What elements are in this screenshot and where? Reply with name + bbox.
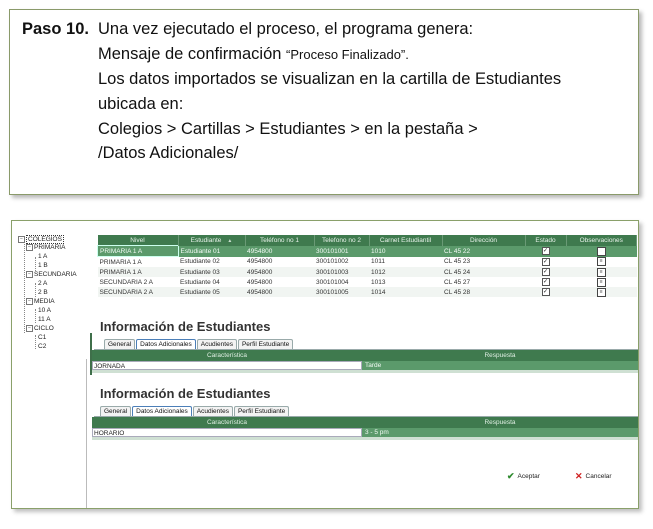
tree-node-11a[interactable]: 11 A: [38, 316, 51, 323]
students-grid-header: [98, 235, 637, 246]
tree-node-10a[interactable]: 10 A: [38, 307, 52, 314]
estado-checkbox[interactable]: ✓: [542, 279, 549, 285]
tree-node-1b[interactable]: 1 B: [38, 262, 48, 269]
tree-node-c1[interactable]: C1: [38, 334, 47, 341]
table-row[interactable]: SECUNDARIA 2 A Estudiante 04 4954800 300101004 1013 CL 45 27 ✓ ≡: [98, 277, 637, 287]
table-row[interactable]: PRIMARIA 1 A Estudiante 01 4954800 300101001 1010 CL 45 22 ✓ ≡: [98, 246, 637, 257]
confirmation-message: “Proceso Finalizado”.: [286, 47, 409, 62]
observaciones-icon[interactable]: ≡: [597, 278, 606, 287]
col-respuesta: Respuesta: [484, 419, 516, 426]
col-respuesta: Respuesta: [484, 352, 516, 359]
tree-node-c2[interactable]: C2: [38, 343, 47, 350]
tab-datos-adicionales[interactable]: Datos Adicionales: [136, 339, 196, 349]
datos-adicionales-grid: [92, 417, 638, 440]
students-grid: [97, 235, 637, 297]
app-screenshot: [11, 220, 639, 509]
step-label: Paso 10.: [22, 20, 89, 38]
collapse-icon[interactable]: −: [18, 236, 25, 243]
tree-node-media[interactable]: − MEDIA: [26, 298, 55, 305]
tab-general[interactable]: General: [104, 339, 135, 349]
col-nivel[interactable]: Nivel: [98, 235, 179, 246]
tree-node-ciclo[interactable]: − CICLO: [26, 325, 54, 332]
table-row[interactable]: PRIMARIA 1 A Estudiante 03 4954800 300101003 1012 CL 45 24 ✓ ≡: [98, 267, 637, 277]
tree-node-2b[interactable]: 2 B: [38, 289, 48, 296]
datos-adicionales-grid: [92, 350, 638, 373]
table-row[interactable]: JORNADA Tarde: [92, 361, 638, 370]
table-row[interactable]: HORARIO 3 - 5 pm: [92, 428, 638, 437]
collapse-icon[interactable]: −: [26, 325, 33, 332]
info-tabs: [104, 339, 294, 349]
collapse-icon[interactable]: −: [26, 244, 33, 251]
instruction-line-2: [98, 45, 409, 64]
close-icon: ✕: [575, 471, 583, 481]
estado-checkbox[interactable]: ✓: [542, 258, 549, 265]
tree-node-primaria[interactable]: − PRIMARIA: [26, 244, 65, 251]
instruction-line-4: ubicada en:: [98, 95, 184, 113]
sort-icon: ▲: [227, 237, 233, 244]
col-estado[interactable]: Estado: [525, 235, 566, 246]
instruction-line-5: Colegios > Cartillas > Estudiantes > en la pestaña >: [98, 120, 478, 138]
col-direccion[interactable]: Dirección: [442, 235, 525, 246]
col-telefono-1[interactable]: Teléfono no 1: [245, 235, 314, 246]
datos-grid-header: [92, 350, 638, 361]
table-row[interactable]: SECUNDARIA 2 A Estudiante 05 4954800 300101005 1014 CL 45 28 ✓ ≡: [98, 287, 637, 297]
tree-node-secundaria[interactable]: − SECUNDARIA: [26, 271, 77, 278]
col-estudiante[interactable]: Estudiante ▲: [178, 235, 245, 246]
observaciones-icon[interactable]: ≡: [597, 247, 606, 256]
instruction-line-3: Los datos importados se visualizan en la cartilla de Estudiantes: [98, 70, 562, 88]
col-telefono-2[interactable]: Telefono no 2: [314, 235, 369, 246]
info-section-title: Información de Estudiantes: [100, 319, 271, 334]
tree-node-1a[interactable]: 1 A: [38, 253, 48, 260]
observaciones-icon[interactable]: ≡: [597, 288, 606, 297]
col-observaciones[interactable]: Observaciones: [566, 235, 637, 246]
estado-checkbox[interactable]: ✓: [542, 248, 549, 254]
tab-acudientes[interactable]: Acudientes: [197, 339, 237, 349]
tree-node-2a[interactable]: 2 A: [38, 280, 48, 287]
instruction-box: [9, 9, 639, 195]
datos-grid-header: [92, 417, 638, 428]
instruction-line-1: Una vez ejecutado el proceso, el programa genera:: [98, 20, 474, 38]
panel-edge: [86, 359, 91, 509]
info-tabs: [100, 406, 290, 416]
tab-perfil-estudiante[interactable]: Perfil Estudiante: [238, 339, 293, 349]
col-caracteristica: Característica: [206, 352, 248, 359]
collapse-icon[interactable]: −: [26, 271, 33, 278]
collapse-icon[interactable]: −: [26, 298, 33, 305]
cancel-button[interactable]: ✕ Cancelar: [575, 471, 612, 481]
tree-node-colegios[interactable]: − COLEGIOS: [18, 235, 64, 244]
accept-button[interactable]: ✔ Aceptar: [507, 471, 540, 481]
estado-checkbox[interactable]: ✓: [542, 289, 549, 295]
observaciones-icon[interactable]: ≡: [597, 268, 606, 277]
table-row[interactable]: PRIMARIA 1 A Estudiante 02 4954800 300101002 1011 CL 45 23 ✓ ≡: [98, 257, 637, 268]
tab-datos-adicionales[interactable]: Datos Adicionales: [132, 406, 192, 416]
col-caracteristica: Característica: [206, 419, 248, 426]
estado-checkbox[interactable]: ✓: [542, 269, 549, 275]
tab-acudientes[interactable]: Acudientes: [193, 406, 233, 416]
instruction-line-6: /Datos Adicionales/: [98, 144, 239, 162]
check-icon: ✔: [507, 471, 515, 481]
tab-general[interactable]: General: [100, 406, 131, 416]
observaciones-icon[interactable]: ≡: [597, 257, 606, 266]
col-carnet[interactable]: Carnet Estudiantil: [369, 235, 442, 246]
info-section-title: Información de Estudiantes: [100, 386, 271, 401]
tab-perfil-estudiante[interactable]: Perfil Estudiante: [234, 406, 289, 416]
confirmation-label: Mensaje de confirmación: [98, 45, 282, 63]
